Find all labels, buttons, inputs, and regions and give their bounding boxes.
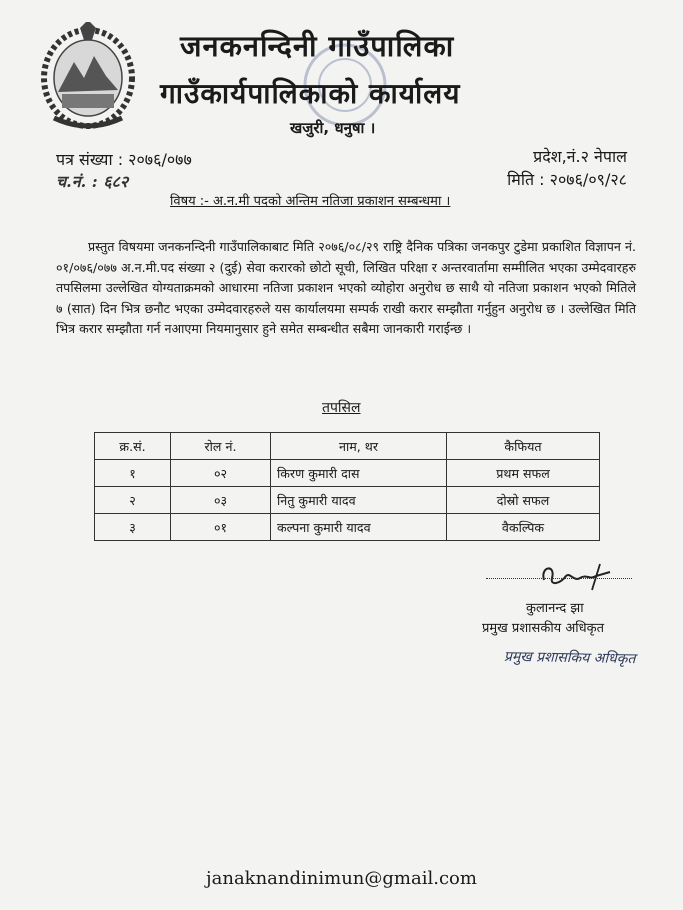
letter-subject: विषय :- अ.न.मी पदको अन्तिम नतिजा प्रकाशन सम्बन्धमा । bbox=[170, 194, 451, 209]
cell-name: किरण कुमारी दास bbox=[271, 460, 447, 487]
municipality-title: जनकनन्दिनी गाउँपालिका bbox=[180, 29, 455, 63]
letter-body: प्रस्तुत विषयमा जनकनन्दिनी गाउँपालिकाबाट मिति २०७६/०८/२९ राष्ट्रि दैनिक पत्रिका जनकपुर टुडेमा प्रकाशित विज्ञापन नं. ०१/०७६/०७७ अ.न.मी.पद संख्या २ (दुई) सेवा करारको छोटो सूची, लिखित परिक्षा र अन्तरवार्तामा सम्मीलित भएका उम्मेदवारहरु तपसिलमा उल्लेखित योग्यताक्रमको आधारमा नतिजा प्रकाशन भएको व्योहोरा अनुरोध छ साथै यो नतिजा प्रकाशन भएको मितिले ७ (सात) दिन भित्र छनौट भएका उम्मेदवारहरुले यस कार्यालयमा सम्पर्क राखी करार सम्झौता गर्नुहुन अनुरोध छ । उल्लेखित मिति भित्र करार सम्झौता गर्न नआएमा नियमानुसार हुने समेत सम्बन्धीत सबैमा जानकारी गराईन्छ । bbox=[56, 239, 636, 336]
table-row bbox=[95, 514, 600, 541]
footer-email: janaknandinimun@gmail.com bbox=[206, 868, 477, 889]
letter-date: मिति : २०७६/०९/२८ bbox=[507, 170, 627, 189]
table-row bbox=[95, 460, 600, 487]
details-heading: तपसिल bbox=[322, 400, 361, 416]
header-roll: रोल नं. bbox=[171, 433, 271, 460]
cell-name: नितु कुमारी यादव bbox=[271, 487, 447, 514]
signatory-name: कुलानन्द झा bbox=[526, 601, 584, 616]
dispatch-number: च.नं. : ६८२ bbox=[56, 172, 129, 191]
cell-name: कल्पना कुमारी यादव bbox=[271, 514, 447, 541]
cell-remarks: वैकल्पिक bbox=[447, 514, 600, 541]
cell-serial: २ bbox=[95, 487, 171, 514]
province-label: प्रदेश,नं.२ नेपाल bbox=[533, 147, 627, 166]
table-row bbox=[95, 487, 600, 514]
office-address: खजुरी, धनुषा । bbox=[290, 119, 376, 137]
results-table bbox=[94, 432, 600, 541]
cell-roll: ०२ bbox=[171, 460, 271, 487]
nepal-emblem-icon bbox=[40, 22, 136, 130]
table-header-row bbox=[95, 433, 600, 460]
cell-remarks: प्रथम सफल bbox=[447, 460, 600, 487]
cell-roll: ०१ bbox=[171, 514, 271, 541]
letter-number: पत्र संख्या : २०७६/०७७ bbox=[56, 150, 192, 169]
signature-line bbox=[486, 578, 632, 579]
designation-stamp: प्रमुख प्रशासकिय अधिकृत bbox=[503, 648, 636, 668]
signatory-title: प्रमुख प्रशासकीय अधिकृत bbox=[482, 621, 605, 636]
office-title: गाउँकार्यपालिकाको कार्यालय bbox=[160, 77, 461, 110]
header-serial: क्र.सं. bbox=[95, 433, 171, 460]
cell-remarks: दोस्रो सफल bbox=[447, 487, 600, 514]
cell-roll: ०३ bbox=[171, 487, 271, 514]
cell-serial: ३ bbox=[95, 514, 171, 541]
header-name: नाम, थर bbox=[271, 433, 447, 460]
cell-serial: १ bbox=[95, 460, 171, 487]
signature-icon bbox=[530, 560, 620, 594]
header-remarks: कैफियत bbox=[447, 433, 600, 460]
